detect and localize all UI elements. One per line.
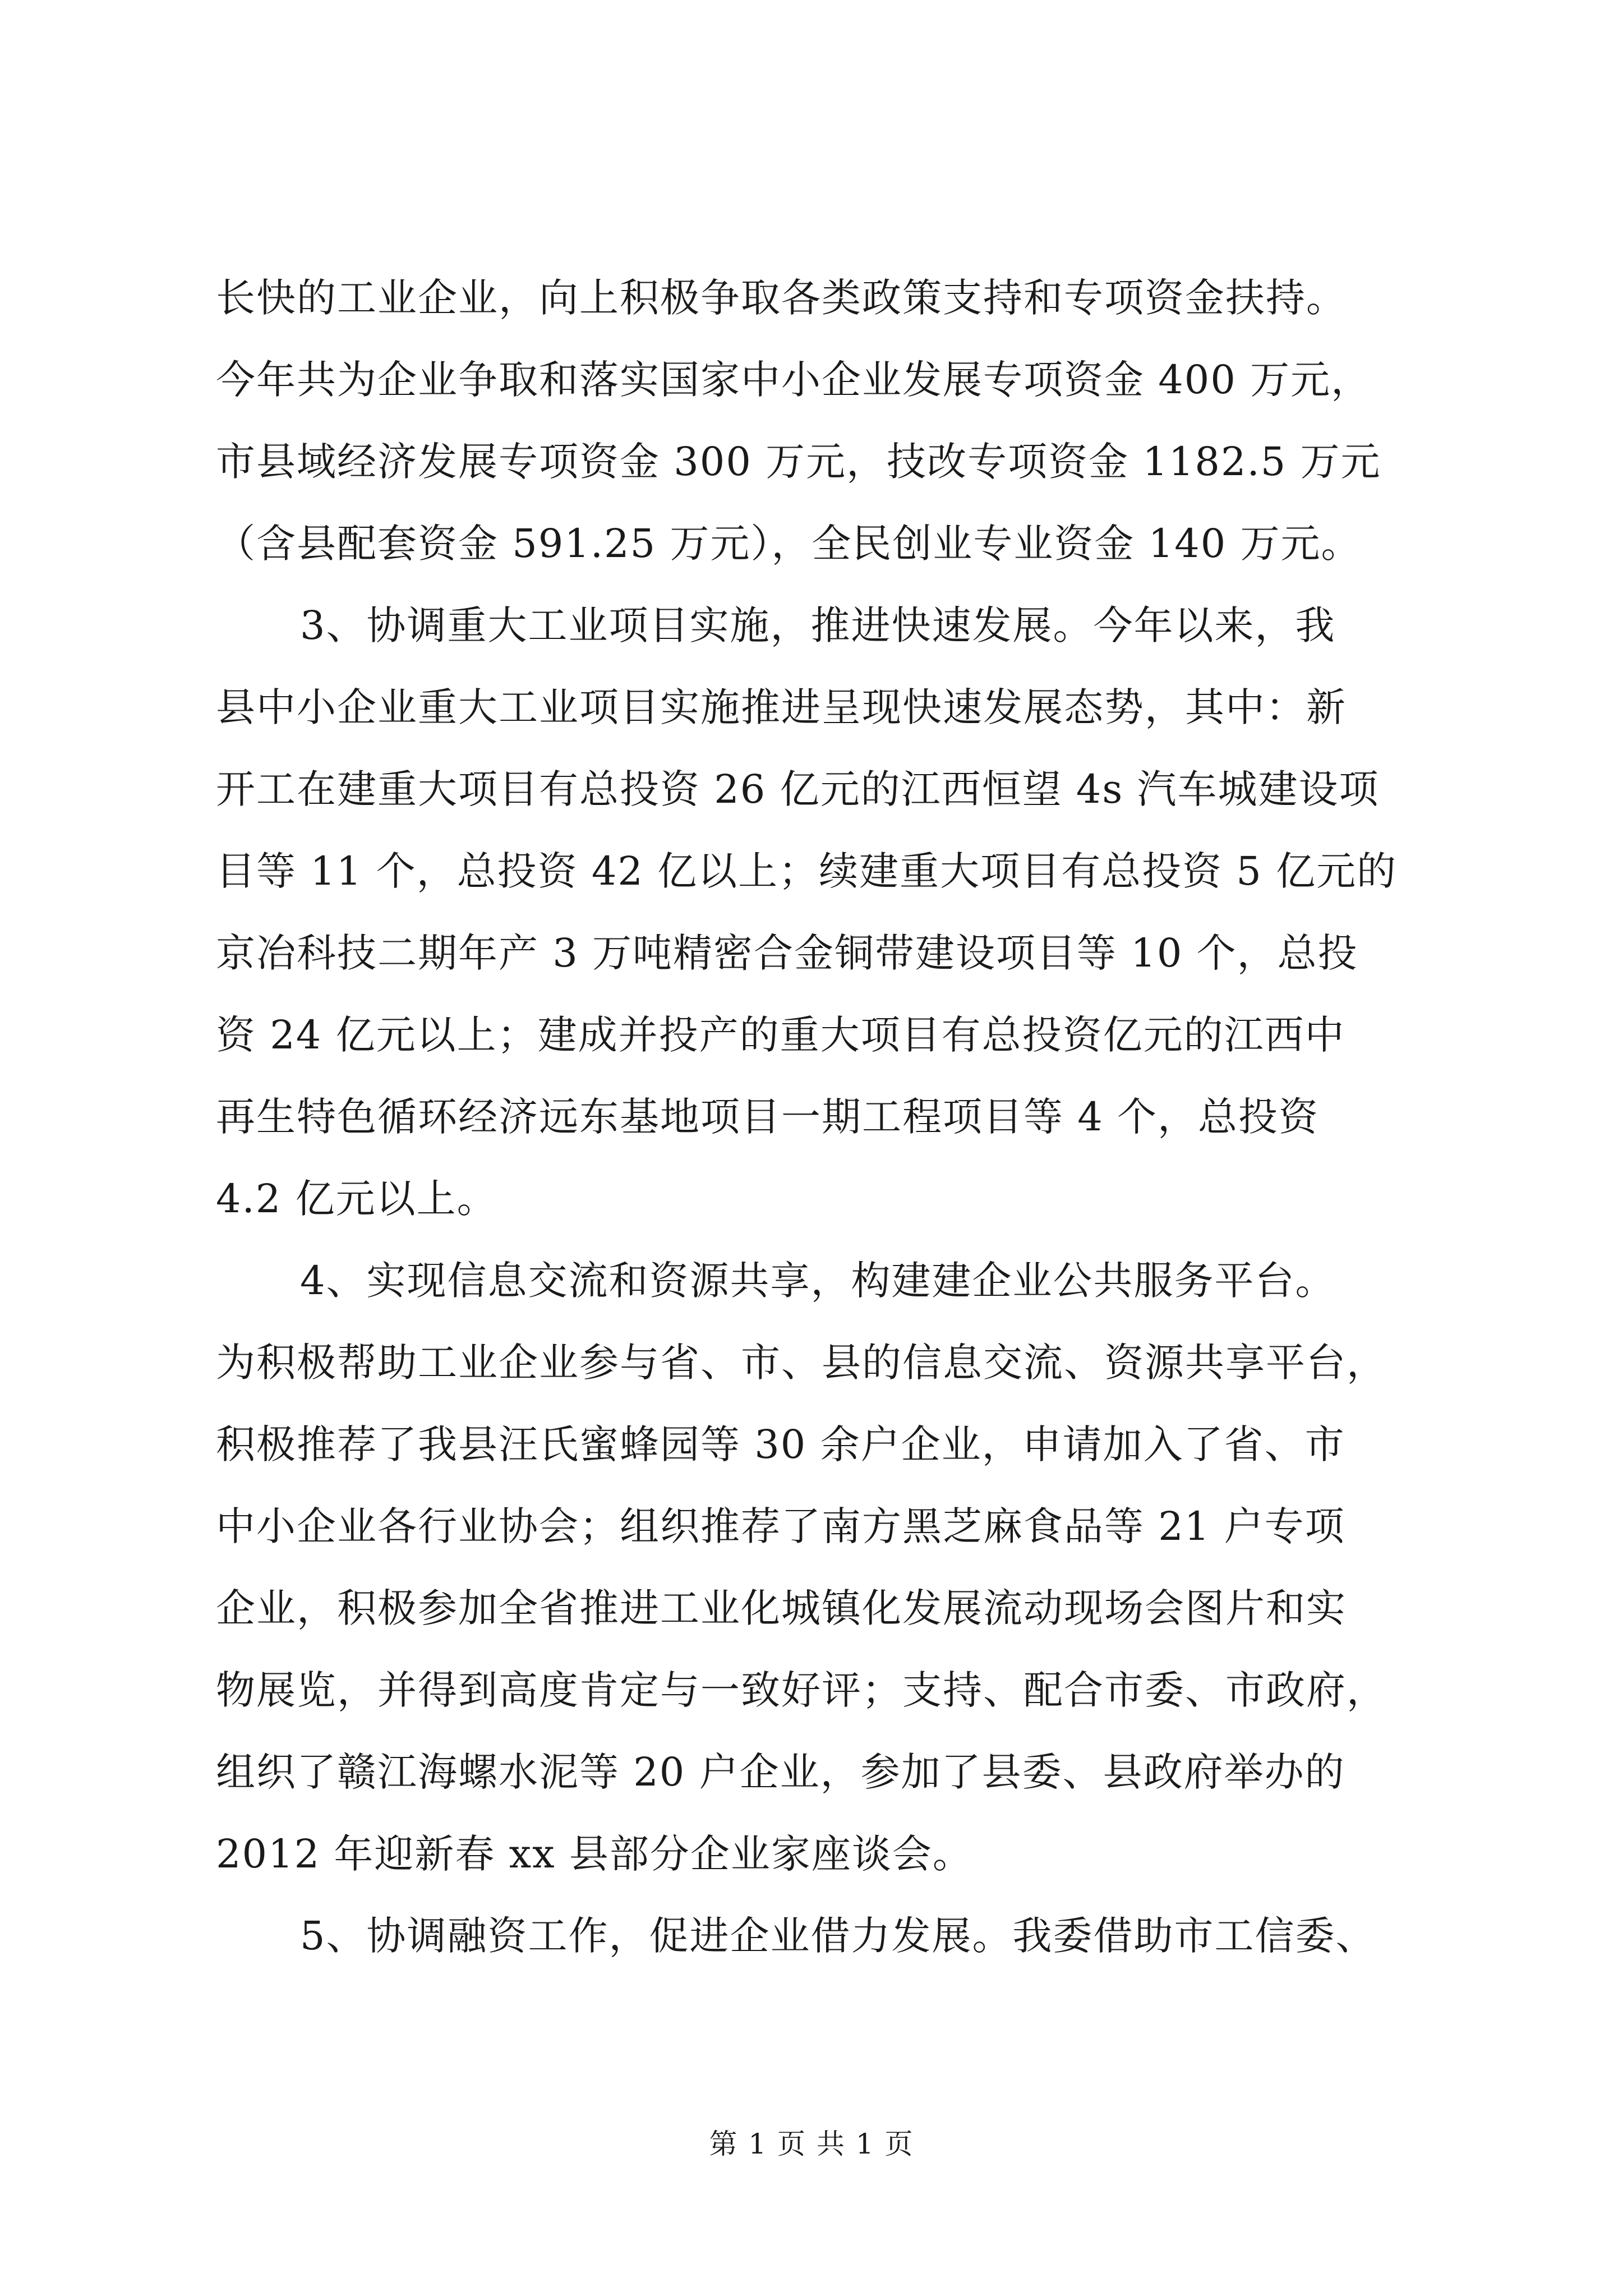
text-line: 再生特色循环经济远东基地项目一期工程项目等 4 个，总投资 [216,1094,1320,1140]
text-line: 中小企业各行业协会；组织推荐了南方黑芝麻食品等 21 户专项 [216,1503,1345,1549]
page-footer: 第 1 页 共 1 页 [709,2128,914,2160]
text-line: 2012 年迎新春 xx 县部分企业家座谈会。 [216,1831,973,1877]
text-line: 为积极帮助工业企业参与省、市、县的信息交流、资源共享平台， [216,1340,1387,1386]
text-line: 开工在建重大项目有总投资 26 亿元的江西恒望 4s 汽车城建设项 [216,766,1380,812]
text-line: 企业，积极参加全省推进工业化城镇化发展流动现场会图片和实 [216,1585,1347,1631]
text-line: 3、协调重大工业项目实施，推进快速发展。今年以来，我 [300,602,1336,648]
text-line: 资 24 亿元以上；建成并投产的重大项目有总投资亿元的江西中 [216,1012,1345,1058]
text-line: 京冶科技二期年产 3 万吨精密合金铜带建设项目等 10 个，总投 [216,930,1358,976]
text-line: 今年共为企业争取和落实国家中小企业发展专项资金 400 万元， [216,357,1372,403]
text-line: 4、实现信息交流和资源共享，构建建企业公共服务平台。 [300,1258,1336,1304]
text-line: 县中小企业重大工业项目实施推进呈现快速发展态势，其中：新 [216,684,1347,730]
text-line: 组织了赣江海螺水泥等 20 户企业，参加了县委、县政府举办的 [216,1749,1345,1795]
text-line: 目等 11 个，总投资 42 亿以上；续建重大项目有总投资 5 亿元的 [216,848,1398,894]
text-line: 物展览，并得到高度肯定与一致好评；支持、配合市委、市政府， [216,1667,1387,1713]
document-body [216,257,1427,1977]
text-line: 积极推荐了我县汪氏蜜蜂园等 30 余户企业，申请加入了省、市 [216,1421,1345,1467]
text-line: 4.2 亿元以上。 [216,1176,497,1222]
text-line: 长快的工业企业，向上积极争取各类政策支持和专项资金扶持。 [216,275,1347,321]
text-line: 5、协调融资工作，促进企业借力发展。我委借助市工信委、 [300,1913,1376,1959]
text-line: 市县域经济发展专项资金 300 万元，技改专项资金 1182.5 万元 [216,439,1381,485]
text-line: （含县配套资金 591.25 万元），全民创业专业资金 140 万元。 [216,521,1362,567]
